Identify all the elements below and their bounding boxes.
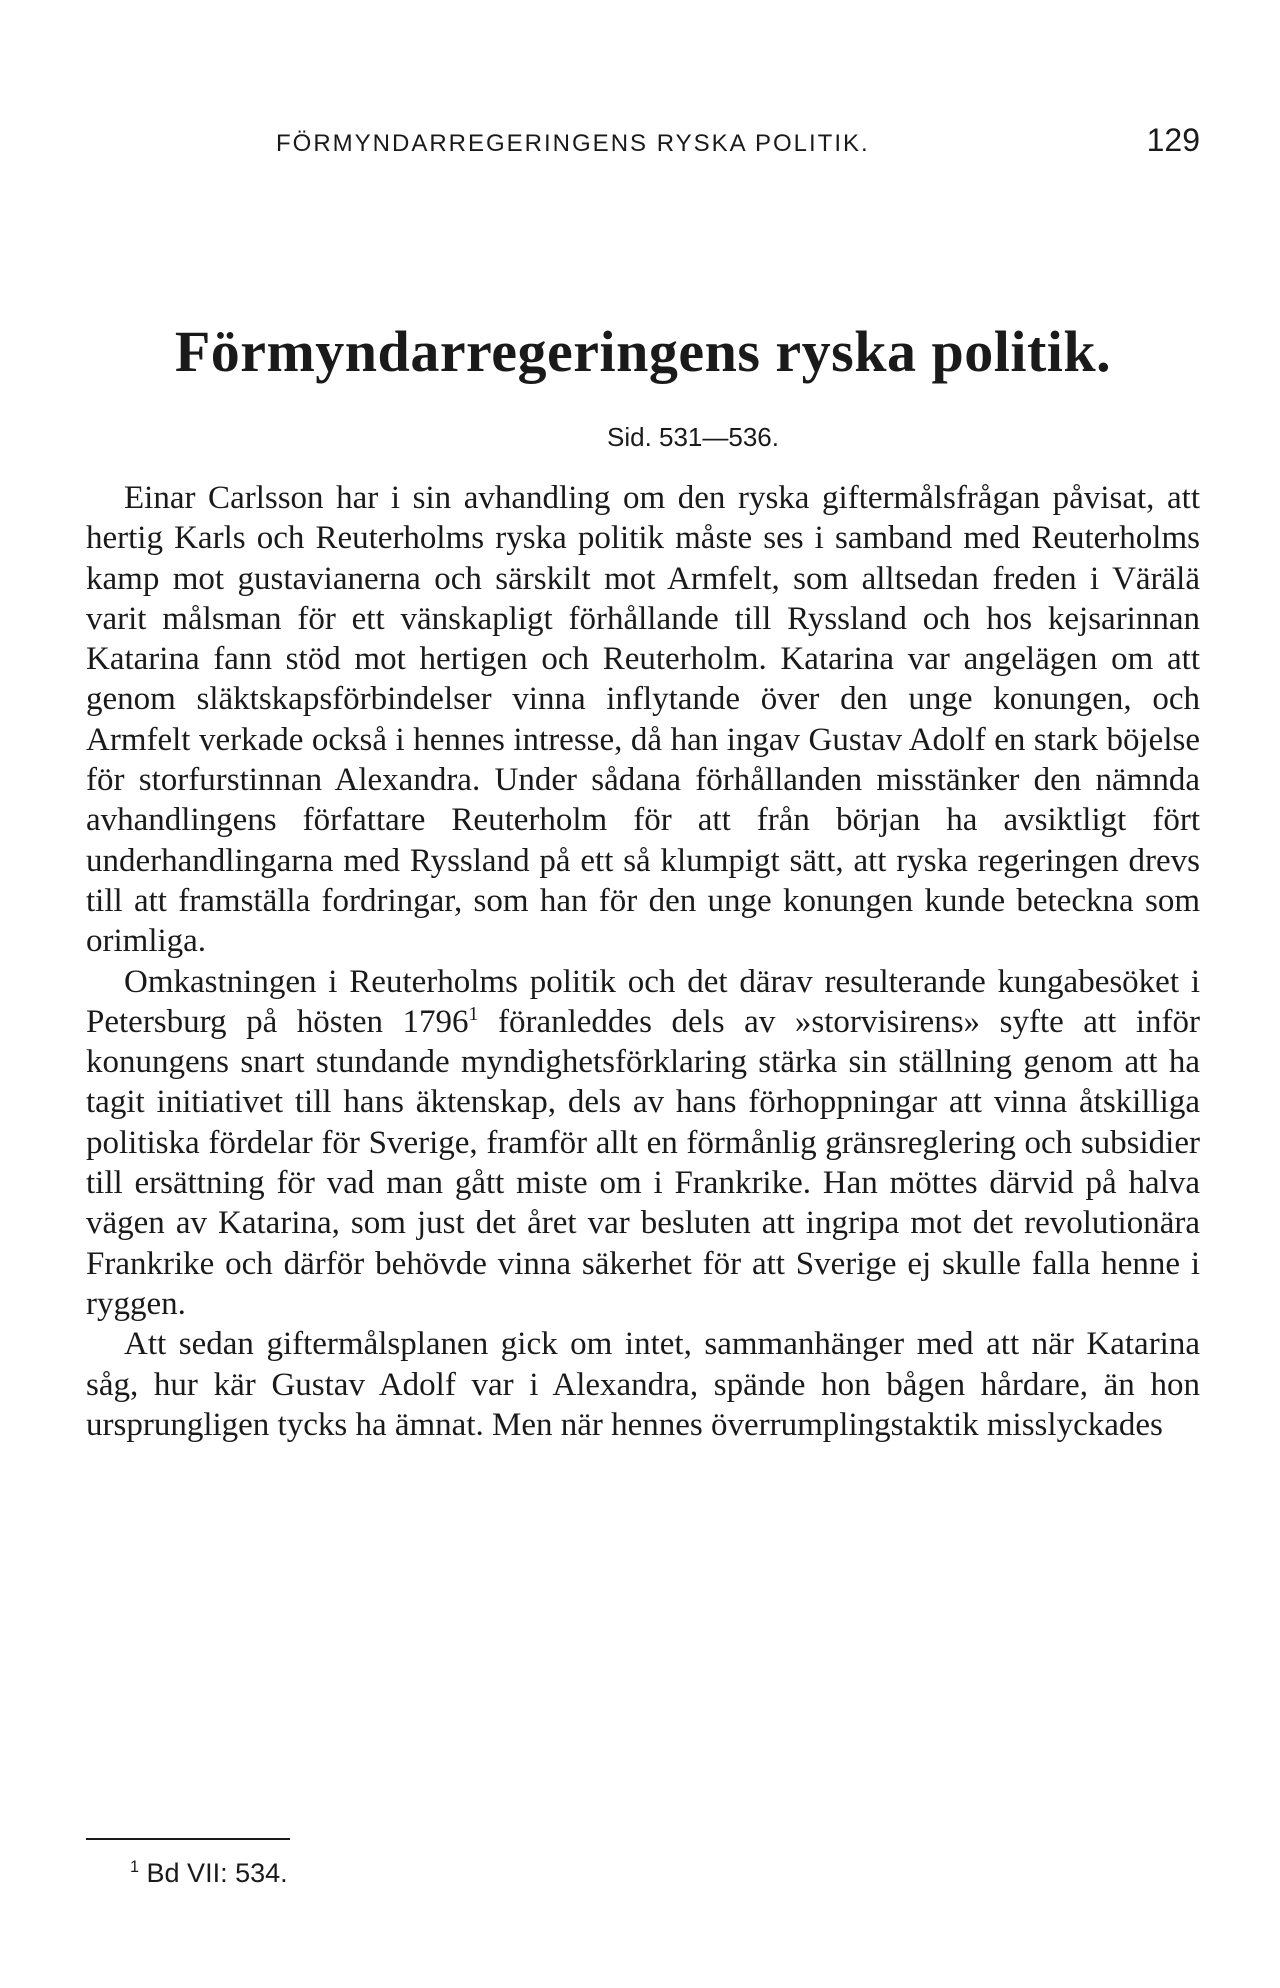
article-title: Förmyndarregeringens ryska politik. (174, 319, 1112, 384)
article-reference: Sid. 531—536. (606, 422, 779, 452)
paragraph-1-text: Einar Carlsson har i sin avhandling om den ryska giftermålsfrågan påvisat, att hertig Karls och Reuterholms ryska politik måste ses i samband med Reuterholms kamp mot gustavianerna och särskilt mot Armfelt, som alltsedan freden i Värälä varit målsman för ett vänskapligt förhållande till Ryssland och hos kejsarinnan Katarina fann stöd mot hertigen och Reuterholm. Katarina var angelägen om att genom släktskapsförbindelser vinna inflytande över den unge konungen, och Armfelt verkade också i hennes intresse, då han ingav Gustav Adolf en stark böjelse för storfurstinnan Alexandra. Under sådana förhållanden misstänker den nämnda avhandlingens författare Reuterholm för att från början ha avsiktligt fört underhandlingarna med Ryssland på ett så klumpigt sätt, att ryska regeringen drevs till att framställa fordringar, som han för den unge konungen kunde beteckna som orimliga. (86, 480, 1200, 960)
running-title: FÖRMYNDARREGERINGENS RYSKA POLITIK. (276, 130, 870, 157)
page-number: 129 (1146, 122, 1200, 158)
paragraph-2 (86, 962, 1200, 1325)
paragraph-3-text: Att sedan giftermålsplanen gick om intet, sammanhänger med att när Katarina såg, hur kär Gustav Adolf var i Alexandra, spände hon bågen hårdare, än hon ursprungligen tycks ha ämnat. Men när hennes överrumplingstaktik misslyckades (86, 1326, 1200, 1443)
footnote-divider (86, 1838, 290, 1840)
body-text (86, 478, 1200, 1445)
footnote-marker: 1 (130, 1858, 140, 1876)
paragraph-1 (86, 478, 1200, 962)
paragraph-2-text-before: Omkastningen i Reuterholms politik och det därav resulterande kungabesöket i Petersburg på hösten 1796 (86, 963, 1200, 1040)
paragraph-2-text-after: föranleddes dels av »storvisirens» syfte att inför konungens snart stundande myndighetsförklaring stärka sin ställning genom att ha tagit initiativet till hans äktenskap, dels av hans förhoppningar att vinna åtskilliga politiska fördelar för Sverige, framför allt en förmånlig gränsreglering och subsidier till ersättning för vad man gått miste om i Frankrike. Han möttes därvid på halva vägen av Katarina, som just det året var besluten att ingripa mot det revolutionära Frankrike och därför behövde vinna säkerhet för att Sverige ej skulle falla henne i ryggen. (86, 1003, 1200, 1322)
footnote-text: Bd VII: 534. (146, 1858, 288, 1888)
paragraph-3 (86, 1324, 1200, 1445)
footnote-reference: 1 (468, 1002, 479, 1025)
running-head (86, 122, 1200, 159)
footnote (130, 1858, 288, 1889)
